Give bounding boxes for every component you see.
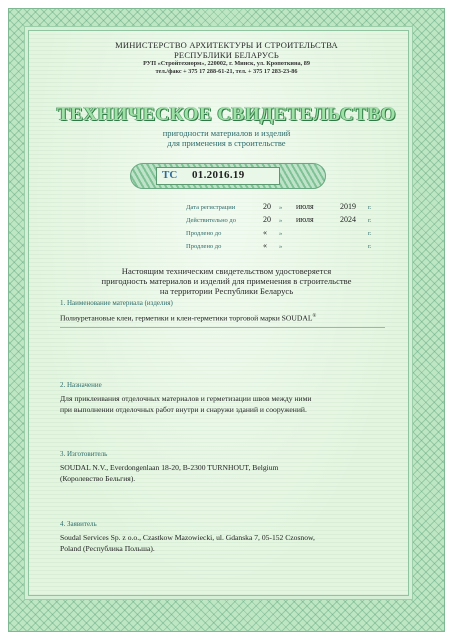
date-close-quote: »	[279, 217, 283, 224]
section-4-heading: 4. Заявитель	[60, 520, 97, 528]
certificate-number-badge	[130, 163, 326, 189]
section-1-body	[60, 311, 380, 324]
date-row-extended-2	[186, 241, 372, 254]
ministry-header	[0, 40, 453, 60]
section-1-rule	[60, 327, 385, 328]
statement-line-2: пригодность материалов и изделий для применения в строительстве	[101, 276, 352, 286]
product-name: Полиуретановые клеи, герметики и клеи-герметики торговой марки SOUDAL	[60, 313, 313, 323]
purpose-line-2: при выполнении отделочных работ внутри и снаружи зданий и сооружений.	[60, 405, 307, 414]
date-month: июля	[296, 202, 314, 211]
date-day: 20	[263, 202, 271, 211]
certification-statement	[0, 266, 453, 296]
statement-line-1: Настоящим техническим свидетельством удостоверяется	[121, 266, 332, 276]
date-label: Действительно до	[186, 217, 236, 224]
date-row-registration	[186, 202, 372, 215]
date-open-quote: «	[263, 228, 267, 237]
manufacturer-line-1: SOUDAL N.V., Everdongenlaan 18-20, B-2300 TURNHOUT, Belgium	[60, 463, 279, 472]
document-title: ТЕХНИЧЕСКОЕ СВИДЕТЕЛЬСТВО	[56, 104, 397, 125]
date-open-quote: «	[263, 241, 267, 250]
applicant-line-2: Poland (Республика Польша).	[60, 544, 155, 553]
section-3-heading: 3. Изготовитель	[60, 450, 108, 458]
date-label: Продлено до	[186, 230, 222, 237]
date-row-extended-1	[186, 228, 372, 241]
date-close-quote: »	[279, 243, 283, 250]
date-close-quote: »	[279, 204, 283, 211]
ministry-line-1: МИНИСТЕРСТВО АРХИТЕКТУРЫ И СТРОИТЕЛЬСТВА	[115, 40, 338, 50]
date-label: Дата регистрации	[186, 204, 236, 211]
ministry-line-2: РЕСПУБЛИКИ БЕЛАРУСЬ	[174, 50, 279, 60]
year-suffix: г.	[368, 243, 372, 250]
certificate-prefix: ТС	[162, 169, 178, 181]
dates-block	[186, 202, 372, 254]
statement-line-3: на территории Республики Беларусь	[159, 286, 294, 296]
organization-contacts	[0, 60, 453, 76]
registered-mark: ®	[312, 314, 317, 319]
document-subtitle	[0, 128, 453, 148]
date-year: 2024	[340, 215, 356, 224]
subtitle-line-2: для применения в строительстве	[167, 138, 286, 148]
year-suffix: г.	[368, 217, 372, 224]
purpose-line-1: Для приклеивания отделочных материалов и герметизации швов между ними	[60, 394, 312, 403]
section-2-heading: 2. Назначение	[60, 381, 102, 389]
date-close-quote: »	[279, 230, 283, 237]
org-address: РУП «Стройтехнорм», 220002, г. Минск, ул. Кропоткина, 89	[143, 60, 310, 67]
org-phones: тел./факс + 375 17 288-61-21, тел. + 375 17 283-23-86	[155, 68, 298, 75]
manufacturer-line-2: (Королевство Бельгия).	[60, 474, 136, 483]
date-day: 20	[263, 215, 271, 224]
section-2-body	[60, 393, 380, 415]
subtitle-line-1: пригодности материалов и изделий	[162, 128, 291, 138]
certificate-number: 01.2016.19	[192, 169, 245, 181]
applicant-line-1: Soudal Services Sp. z o.o., Czastkow Mazowiecki, ul. Gdanska 7, 05-152 Czosnow,	[60, 533, 315, 542]
date-label: Продлено до	[186, 243, 222, 250]
section-3-body	[60, 462, 380, 484]
year-suffix: г.	[368, 230, 372, 237]
date-month: июля	[296, 215, 314, 224]
year-suffix: г.	[368, 204, 372, 211]
section-1-heading: 1. Наименование материала (изделия)	[60, 299, 173, 307]
section-4-body	[60, 532, 380, 554]
date-year: 2019	[340, 202, 356, 211]
date-row-valid-until	[186, 215, 372, 228]
